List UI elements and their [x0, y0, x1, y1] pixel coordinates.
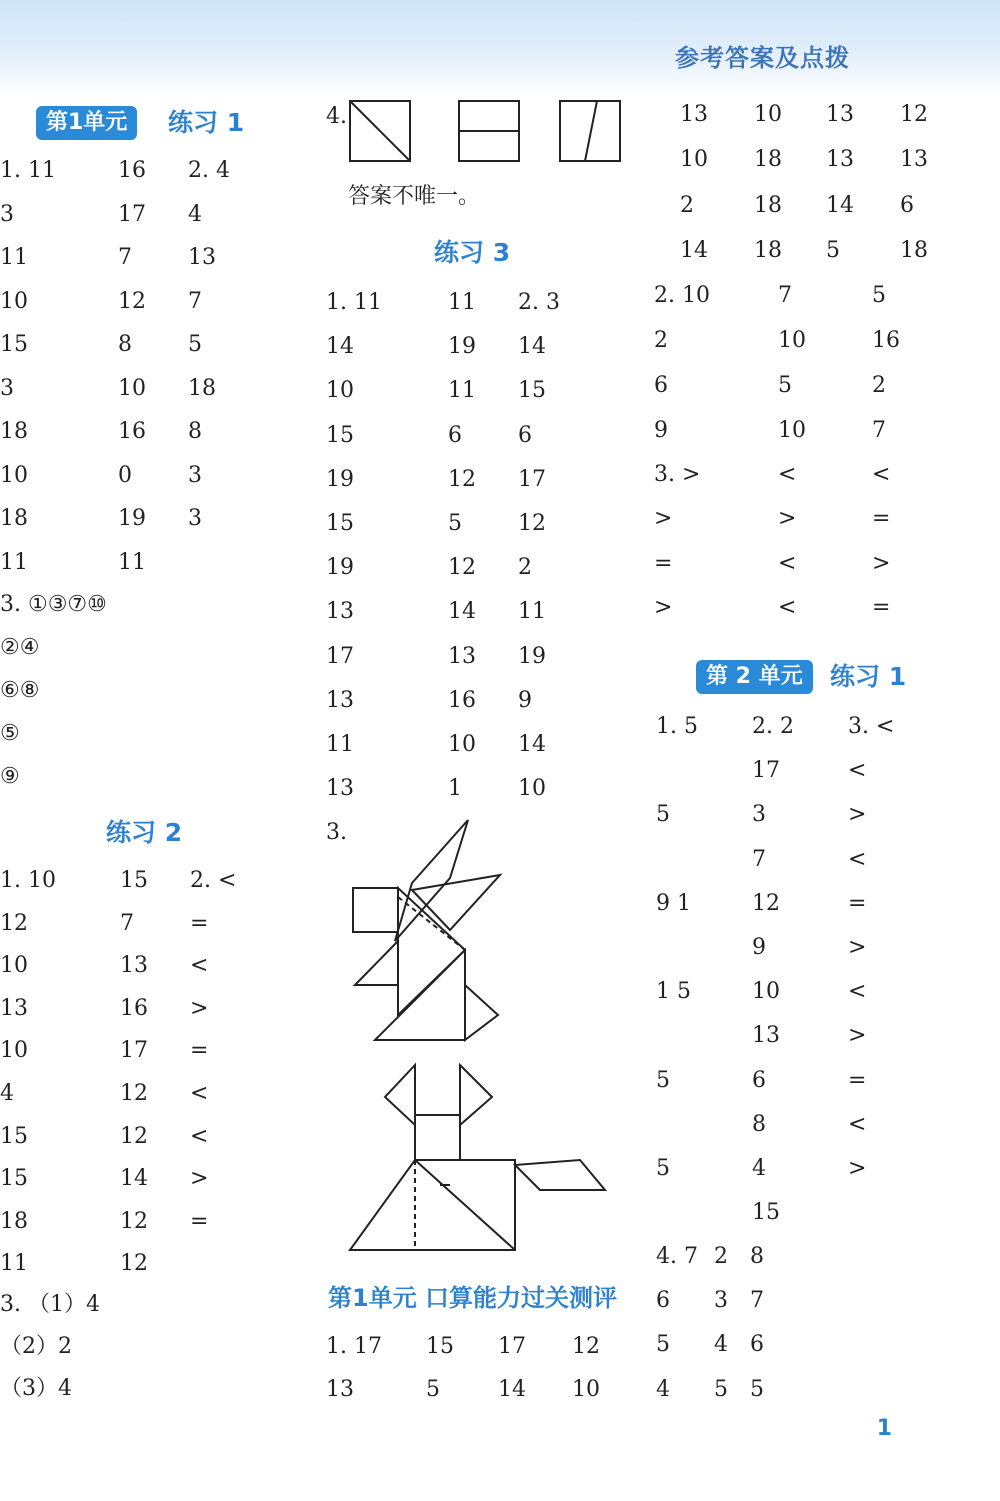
answer-cell: 8: [750, 1244, 764, 1269]
answer-cell: <: [778, 550, 797, 576]
answer-cell: 14: [680, 237, 708, 263]
answer-cell: 2: [654, 328, 668, 353]
answer-cell: 7: [872, 418, 886, 443]
answer-cell: 11: [448, 290, 476, 315]
answer-cell: 5: [656, 1067, 670, 1093]
answer-cell: 3: [188, 462, 202, 488]
answer-cell: >: [848, 1156, 867, 1181]
answer-cell: =: [190, 1208, 209, 1234]
answer-cell: 5: [656, 802, 670, 828]
answer-cell: 13: [326, 687, 354, 713]
answer-cell: 18: [188, 375, 216, 401]
answer-cell: 10: [118, 375, 146, 401]
answer-cell: 13: [326, 776, 354, 802]
answer-cell: 4: [752, 1156, 766, 1181]
answer-cell: 4. 7: [656, 1244, 698, 1269]
question-4-label: 4.: [326, 104, 347, 129]
answer-cell: 5: [872, 283, 886, 308]
answer-cell: 12: [572, 1334, 600, 1359]
answer-line: ②④: [0, 635, 40, 660]
answer-cell: <: [872, 462, 891, 487]
answer-cell: 5: [826, 237, 840, 263]
answer-cell: 18: [754, 237, 782, 263]
answer-cell: 6: [900, 192, 914, 218]
answer-cell: 12: [120, 1208, 148, 1234]
answer-cell: 6: [518, 422, 532, 448]
answer-line: 3. ①③⑦⑩: [0, 592, 107, 617]
answer-cell: 13: [826, 102, 854, 127]
answer-cell: 16: [120, 995, 148, 1021]
answer-cell: 9: [752, 935, 766, 960]
answer-cell: <: [778, 462, 797, 487]
answer-cell: 5: [714, 1376, 728, 1402]
answer-cell: 13: [826, 147, 854, 173]
answer-cell: 11: [0, 245, 28, 270]
answer-cell: 1: [448, 776, 462, 802]
header-title: 参考答案及点拨: [675, 44, 850, 72]
answer-cell: 5: [188, 332, 202, 357]
answer-cell: 15: [752, 1200, 780, 1226]
answer-cell: 7: [120, 910, 134, 936]
answer-not-unique-note: 答案不唯一。: [348, 184, 481, 209]
answer-cell: 10: [0, 953, 28, 979]
answer-cell: <: [848, 979, 867, 1005]
page-header: [0, 0, 1000, 98]
answer-cell: 18: [0, 506, 28, 531]
answer-cell: 2. <: [190, 868, 237, 893]
answer-cell: 10: [752, 979, 780, 1005]
answer-cell: 5: [426, 1377, 440, 1402]
answer-cell: 8: [752, 1111, 766, 1137]
answer-cell: 11: [326, 732, 354, 757]
answer-line: ⑥⑧: [0, 678, 40, 703]
answer-cell: 10: [518, 776, 546, 802]
answer-cell: 17: [518, 466, 546, 492]
answer-cell: 10: [680, 147, 708, 173]
exercise-2-heading: 练习 2: [106, 818, 183, 847]
answer-cell: 9 1: [656, 890, 691, 916]
square-slanted-figure: [560, 101, 620, 161]
answer-cell: 4: [0, 1081, 14, 1106]
answer-cell: 10: [778, 418, 806, 443]
answer-cell: 2: [714, 1244, 728, 1269]
unit-1-test-heading: 第1单元 口算能力过关测评: [328, 1284, 618, 1312]
answer-cell: 7: [778, 283, 792, 308]
answer-cell: =: [654, 550, 673, 576]
answer-cell: <: [190, 1081, 209, 1106]
answer-cell: 1. 11: [326, 290, 382, 315]
answer-cell: 15: [426, 1334, 454, 1359]
question-3-label: 3.: [326, 820, 347, 845]
answer-cell: 14: [498, 1377, 526, 1402]
answer-cell: <: [848, 758, 867, 784]
answer-cell: 19: [448, 334, 476, 360]
answer-cell: 1. 11: [0, 158, 56, 183]
answer-cell: 2. 10: [654, 283, 710, 308]
answer-cell: 4: [656, 1376, 670, 1402]
answer-cell: 12: [0, 910, 28, 936]
answer-cell: 14: [826, 192, 854, 218]
answer-cell: 1. 5: [656, 714, 698, 739]
answer-cell: 6: [750, 1332, 764, 1358]
answer-cell: 12: [120, 1123, 148, 1149]
answer-cell: 19: [118, 506, 146, 531]
answer-cell: >: [654, 506, 673, 532]
answer-cell: <: [190, 1123, 209, 1149]
answer-cell: =: [190, 1038, 209, 1064]
answer-cell: =: [848, 1067, 867, 1093]
answer-cell: 15: [326, 511, 354, 536]
answer-cell: =: [872, 594, 891, 620]
answer-cell: 5: [448, 511, 462, 536]
answer-cell: 0: [118, 462, 132, 488]
square-division-figures: [340, 95, 640, 170]
answer-cell: 10: [0, 288, 28, 314]
answer-cell: 16: [118, 158, 146, 183]
answer-cell: 6: [656, 1288, 670, 1314]
answer-cell: 14: [326, 334, 354, 360]
answer-cell: 18: [900, 237, 928, 263]
answer-cell: 2. 3: [518, 290, 560, 315]
answer-cell: =: [848, 890, 867, 916]
answer-cell: 6: [752, 1067, 766, 1093]
unit-1-badge: 第1单元: [36, 106, 137, 140]
answer-cell: 4: [188, 201, 202, 227]
answer-cell: 15: [0, 1166, 28, 1192]
answer-cell: 4: [714, 1332, 728, 1358]
answer-cell: 14: [448, 599, 476, 625]
answer-cell: 18: [754, 192, 782, 218]
answer-cell: 16: [118, 419, 146, 444]
answer-cell: 18: [0, 1208, 28, 1234]
answer-cell: <: [778, 594, 797, 620]
answer-cell: 2: [518, 555, 532, 581]
answer-cell: 1. 17: [326, 1334, 382, 1359]
answer-cell: >: [848, 1023, 867, 1049]
answer-cell: >: [190, 995, 209, 1021]
answer-cell: 3: [714, 1288, 728, 1314]
tangram-rabbit: [353, 820, 500, 1040]
answer-cell: 17: [118, 201, 146, 227]
answer-cell: 10: [448, 732, 476, 757]
answer-cell: 19: [518, 643, 546, 669]
answer-cell: =: [872, 506, 891, 532]
unit-2-exercise-1-heading: 练习 1: [830, 662, 907, 691]
answer-cell: 11: [448, 378, 476, 404]
exercise-3-heading: 练习 3: [434, 238, 511, 267]
answer-cell: 16: [448, 687, 476, 713]
answer-cell: 19: [326, 555, 354, 581]
tangram-figures: [340, 815, 620, 1265]
answer-cell: 10: [0, 462, 28, 488]
answer-cell: >: [190, 1166, 209, 1192]
answer-cell: 6: [448, 422, 462, 448]
answer-cell: 13: [0, 995, 28, 1021]
page-number: 1: [876, 1416, 892, 1441]
answer-cell: 12: [752, 890, 780, 916]
answer-cell: 7: [188, 288, 202, 314]
exercise-1-heading: 练习 1: [168, 108, 245, 137]
answer-cell: 3: [752, 802, 766, 828]
answer-cell: 18: [0, 419, 28, 444]
answer-cell: 12: [448, 555, 476, 581]
answer-cell: 15: [0, 1123, 28, 1149]
answer-line: ⑤: [0, 721, 20, 746]
square-diagonal-figure: [350, 101, 410, 161]
answer-cell: >: [848, 935, 867, 960]
answer-cell: 5: [750, 1376, 764, 1402]
answer-cell: >: [872, 550, 891, 576]
unit-2-badge: 第 2 单元: [696, 660, 813, 694]
answer-cell: 16: [872, 328, 900, 353]
answer-cell: 13: [752, 1023, 780, 1049]
answer-cell: 15: [120, 868, 148, 893]
answer-cell: 1. 10: [0, 868, 56, 893]
answer-cell: 6: [654, 373, 668, 398]
answer-cell: 9: [654, 418, 668, 443]
answer-cell: 17: [326, 643, 354, 669]
answer-cell: >: [654, 594, 673, 620]
answer-cell: <: [848, 1111, 867, 1137]
answer-cell: 1 5: [656, 979, 691, 1005]
answer-cell: 12: [118, 288, 146, 314]
answer-cell: >: [848, 802, 867, 828]
answer-cell: 18: [754, 147, 782, 173]
answer-cell: 3. <: [848, 714, 895, 739]
answer-cell: 15: [518, 378, 546, 404]
answer-cell: 13: [900, 147, 928, 173]
answer-cell: 10: [326, 378, 354, 404]
answer-line: （3）4: [0, 1376, 72, 1401]
answer-cell: 7: [750, 1288, 764, 1314]
answer-cell: 19: [326, 466, 354, 492]
answer-line: （2）2: [0, 1334, 72, 1359]
answer-cell: 11: [118, 549, 146, 575]
answer-cell: 13: [326, 1377, 354, 1402]
answer-cell: 11: [0, 549, 28, 575]
answer-cell: 13: [680, 102, 708, 127]
answer-cell: 13: [188, 245, 216, 270]
answer-cell: 2. 4: [188, 158, 230, 183]
answer-cell: 12: [448, 466, 476, 492]
answer-cell: 3: [0, 375, 14, 401]
answer-cell: 7: [118, 245, 132, 270]
answer-cell: 2: [680, 192, 694, 218]
answer-cell: 2. 2: [752, 714, 794, 739]
answer-cell: 13: [326, 599, 354, 625]
answer-cell: 17: [498, 1334, 526, 1359]
answer-cell: 5: [656, 1332, 670, 1358]
answer-cell: <: [190, 953, 209, 979]
answer-cell: 15: [0, 332, 28, 357]
answer-cell: 11: [0, 1251, 28, 1277]
answer-cell: 12: [518, 511, 546, 536]
answer-cell: 5: [656, 1156, 670, 1181]
answer-cell: 10: [778, 328, 806, 353]
answer-cell: 8: [188, 419, 202, 444]
answer-cell: 13: [448, 643, 476, 669]
answer-cell: <: [848, 846, 867, 872]
answer-cell: =: [190, 910, 209, 936]
answer-cell: 3. >: [654, 462, 701, 487]
answer-cell: 7: [752, 846, 766, 872]
answer-cell: >: [778, 506, 797, 532]
answer-cell: 2: [872, 373, 886, 398]
answer-cell: 14: [120, 1166, 148, 1192]
answer-cell: 11: [518, 599, 546, 625]
answer-line: 3. （1）4: [0, 1292, 100, 1317]
answer-cell: 17: [120, 1038, 148, 1064]
answer-cell: 13: [120, 953, 148, 979]
answer-cell: 5: [778, 373, 792, 398]
answer-cell: 3: [188, 506, 202, 531]
answer-cell: 12: [120, 1251, 148, 1277]
answer-cell: 3: [0, 201, 14, 227]
answer-line: ⑨: [0, 764, 20, 789]
answer-cell: 10: [0, 1038, 28, 1064]
answer-cell: 15: [326, 422, 354, 448]
tangram-horse: [350, 1065, 605, 1250]
square-horizontal-figure: [459, 101, 519, 161]
answer-cell: 14: [518, 732, 546, 757]
answer-cell: 9: [518, 687, 532, 713]
answer-cell: 14: [518, 334, 546, 360]
answer-cell: 12: [120, 1081, 148, 1106]
answer-cell: 10: [754, 102, 782, 127]
answer-cell: 12: [900, 102, 928, 127]
answer-cell: 8: [118, 332, 132, 357]
answer-cell: 17: [752, 758, 780, 784]
answer-cell: 10: [572, 1377, 600, 1402]
